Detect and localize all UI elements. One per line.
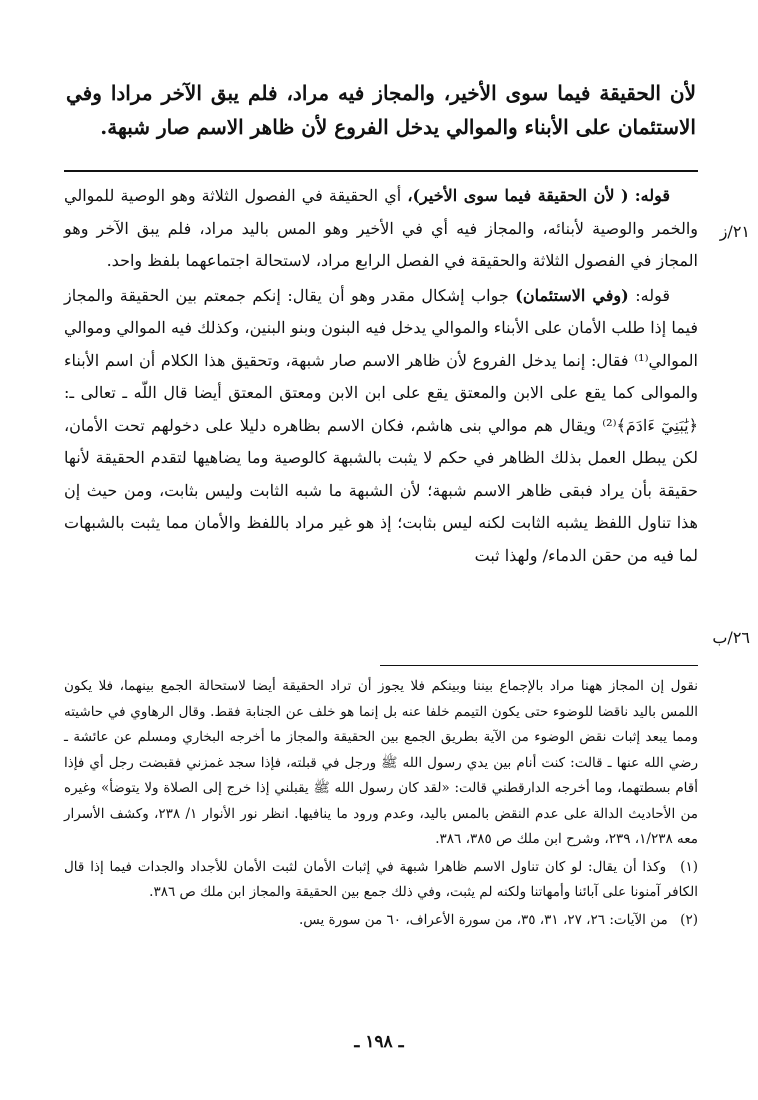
footnote-1: [64, 855, 698, 906]
quoted-matn: (وفي الاستئمان): [515, 285, 629, 305]
paragraph-lead: قوله:: [635, 285, 670, 305]
paragraph-lead: قوله:: [634, 186, 670, 205]
paragraph-text: جواب إشكال مقدر وهو أن يقال: إنكم جمعتم بين الحقيقة والمجاز فيما إذا طلب الأمان على الأبناء والموالي يدخل فيه البنون وبنو البنين، وكذلك فيه الموالي وموالي الموالي⁽¹⁾ فقال: إنما يدخل الفروع لأن ظاهر الاسم صار شبهة، وتحقيق هذا الكلام أن اسم الأبناء والموالى كما يقع على الابن والمعتق يقع على ابن الابن ومعتق المعتق أيضا قال اللّه ـ تعالى ـ: ﴿يَٰبَنِيٓ ءَادَمَ﴾⁽²⁾ ويقال هم موالي بنى هاشم، فكان الاسم بظاهره دليلا على دخولهم تحت الأمان، لكن يبطل العمل بذلك الظاهر في حكم لا يثبت بالشبهة كالوصية وما يضاهيها لتقدم الحقيقة لأنها حقيقة بأن يراد فبقى ظاهر الاسم شبهة؛ لأن الشبهة ما شبه الثابت وليس بثابت، ومن حيث إن هذا تناول اللفظ يشبه الثابت لكنه ليس بثابت؛ إذ هو غير مراد باللفظ والأمان مما يثبت بالشبهات لما فيه من حقن الدماء/ ولهذا ثبت: [64, 285, 698, 565]
footnotes-section: [64, 674, 698, 933]
footnote-text: وكذا أن يقال: لو كان تناول الاسم ظاهرا شبهة في إثبات الأمان لثبت الأمان للأجداد والجدات فيما إذا قال الكافر آمنونا على آبائنا وأمهاتنا ولكنه لم يثبت، وفي ذلك جمع بين الحقيقة والمجاز ابن ملك ص ٣٨٦.: [64, 858, 698, 900]
footnote-text: من الآيات: ٢٦، ٢٧، ٣١، ٣٥، من سورة الأعراف، ٦٠ من سورة يس.: [298, 911, 668, 928]
manuscript-folio-note: ٢١/ز: [719, 222, 750, 241]
commentary-paragraph-1: [64, 180, 698, 278]
footnote-number: (٢): [680, 911, 698, 928]
commentary-paragraph-2: [64, 280, 698, 573]
paragraph-text: أي الحقيقة في الفصول الثلاثة وهو الوصية للموالي والخمر والوصية لأبنائه، والمجاز فيه أي في الأخير وهو المس باليد مراد، فلم يبق الآخر وهو المجاز في الفصول الثلاثة والحقيقة في الفصل الرابع مراد، لاستحالة اجتماعهما بلفظ واحد.: [64, 186, 698, 270]
footnote-2: [64, 908, 698, 934]
footnote-number: (١): [680, 858, 698, 875]
manuscript-folio-note: ٢٦/ب: [712, 628, 750, 647]
quoted-matn: ( لأن الحقيقة فيما سوى الأخير)،: [407, 186, 629, 205]
footnote-continuation: نقول إن المجاز ههنا مراد بالإجماع بيننا وبينكم فلا يجوز أن تراد الحقيقة أيضا لاستحالة الجمع بينهما، فلا يكون اللمس باليد ناقضا للوضوء حتى يكون التيمم خلفا عنه بل إنما هو خلف عن الجنابة فقط. وقال الرهاوي في حاشيته ومما يبعد إثبات نقض الوضوء من الآية بطريق الجمع بين الحقيقة والمجاز ما أخرجه البخاري ومسلم عن عائشة ـ رضي الله عنها ـ قالت: كنت أنام بين يدي رسول الله ﷺ ورجل في قبلته، فإذا سجد غمزني فقبضت رجل أي فإذا أقام بسطتهما، وما أخرجه الدارقطني قالت: «لقد كان رسول الله ﷺ يقبلني إذا خرج إلى الصلاة ولا يتوضأ» وغيره من الأحاديث الدالة على عدم النقض بالمس باليد، وعدم ورود ما ينافيها. انظر نور الأنوار ١/ ٢٣٨، وكشف الأسرار معه ١/٢٣٨، ٢٣٩، وشرح ابن ملك ص ٣٨٥، ٣٨٦.: [64, 678, 698, 847]
matn-text: لأن الحقيقة فيما سوى الأخير، والمجاز فيه مراد، فلم يبق الآخر مرادا وفي الاستئمان على الأبناء والموالي يدخل الفروع لأن ظاهر الاسم صار شبهة.: [66, 81, 696, 139]
page-number: ـ ١٩٨ ـ: [354, 1032, 404, 1052]
matn-header: [66, 76, 696, 144]
footnote-divider: [380, 665, 698, 666]
commentary-body: [64, 180, 698, 572]
header-divider: [64, 170, 698, 172]
